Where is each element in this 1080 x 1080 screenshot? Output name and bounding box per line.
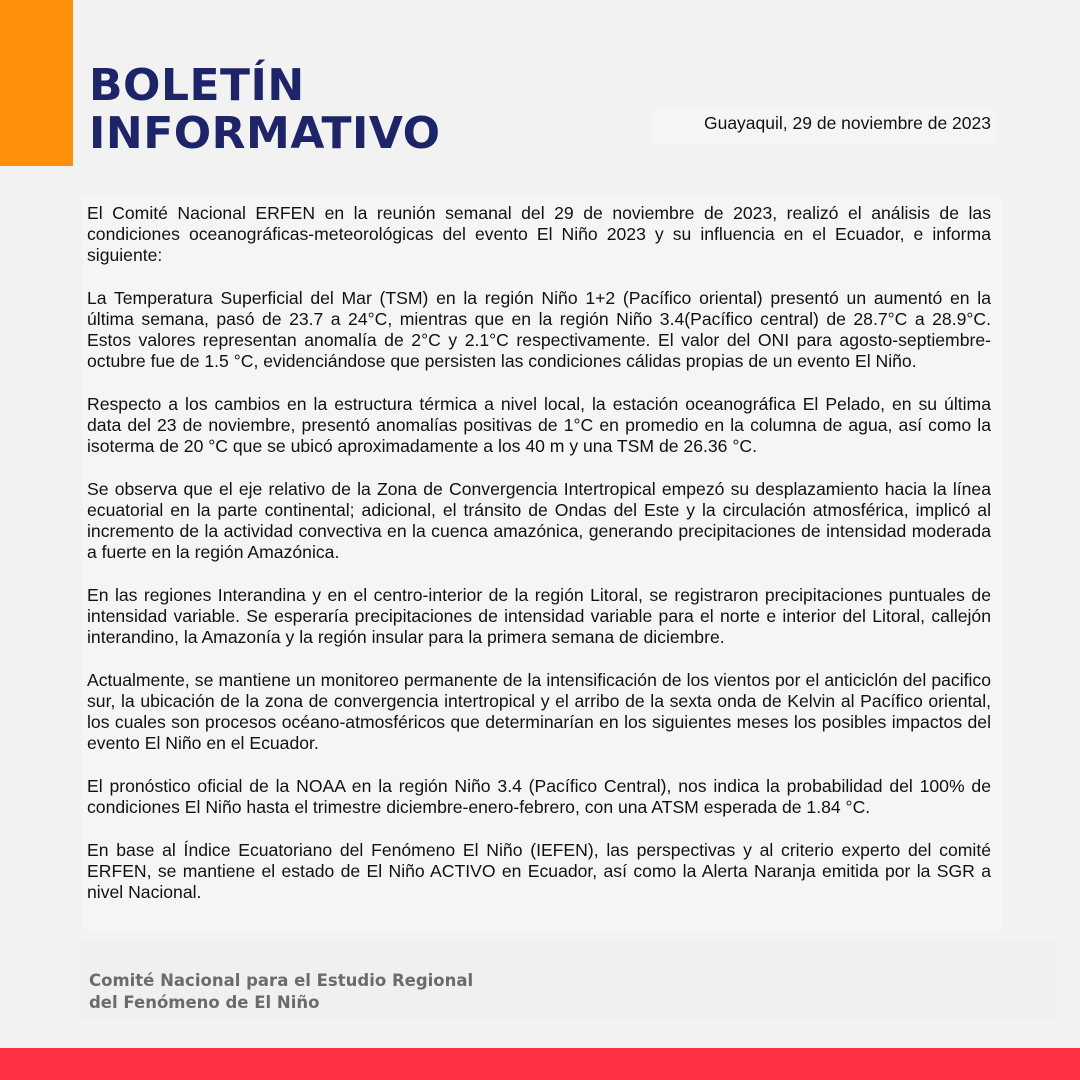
paragraph-status: En base al Índice Ecuatoriano del Fenómeno El Niño (IEFEN), las perspectivas y al criterio experto del comité ERFEN, se mantiene el estado de El Niño ACTIVO en Ecuador, así como la Alerta Naranja emitida por la SGR a nivel Nacional.: [87, 840, 991, 902]
organization-name-line1: Comité Nacional para el Estudio Regional: [89, 971, 474, 990]
paragraph-intro: El Comité Nacional ERFEN en la reunión semanal del 29 de noviembre de 2023, realizó el análisis de las condiciones oceanográficas-meteorológicas del evento El Niño 2023 y su influencia en el Ecuador, e informa siguiente:: [87, 203, 991, 265]
bulletin-title: [89, 62, 441, 158]
paragraph-precipitation: En las regiones Interandina y en el centro-interior de la región Litoral, se registraron precipitaciones puntuales de intensidad variable. Se esperaría precipitaciones de intensidad variable para el norte e interior del Litoral, callejón interandino, la Amazonía y la región insular para la primera semana de diciembre.: [87, 585, 991, 647]
paragraph-sea-temperature: La Temperatura Superficial del Mar (TSM) en la región Niño 1+2 (Pacífico oriental) presentó un aumentó en la última semana, pasó de 23.7 a 24°C, mientras que en la región Niño 3.4(Pacífico central) de 28.7°C a 28.9°C. Estos valores representan anomalía de 2°C y 2.1°C respectivamente. El valor del ONI para agosto-septiembre-octubre fue de 1.5 °C, evidenciándose que persisten las condiciones cálidas propias de un evento El Niño.: [87, 288, 991, 371]
paragraph-monitoring: Actualmente, se mantiene un monitoreo permanente de la intensificación de los vientos por el anticiclón del pacifico sur, la ubicación de la zona de convergencia intertropical y el arribo de la sexta onda de Kelvin al Pacífico oriental, los cuales son procesos océano-atmosféricos que determinarían en los siguientes meses los posibles impactos del evento El Niño en el Ecuador.: [87, 670, 991, 753]
bulletin-body: [87, 203, 991, 925]
bulletin-title-line2: INFORMATIVO: [89, 108, 441, 159]
orange-accent-block: [0, 0, 73, 166]
paragraph-convergence-zone: Se observa que el eje relativo de la Zona de Convergencia Intertropical empezó su desplazamiento hacia la línea ecuatorial en la parte continental; adicional, el tránsito de Ondas del Este y la circulación atmosférica, implicó al incremento de la actividad convectiva en la cuenca amazónica, generando precipitaciones de intensidad moderada a fuerte en la región Amazónica.: [87, 479, 991, 562]
paragraph-noaa-forecast: El pronóstico oficial de la NOAA en la región Niño 3.4 (Pacífico Central), nos indica la probabilidad del 100% de condiciones El Niño hasta el trimestre diciembre-enero-febrero, con una ATSM esperada de 1.84 °C.: [87, 776, 991, 817]
organization-name: [89, 970, 473, 1014]
bottom-red-bar: [0, 1048, 1080, 1080]
organization-name-line2: del Fenómeno de El Niño: [89, 993, 320, 1012]
bulletin-title-line1: BOLETÍN: [89, 60, 305, 111]
bulletin-date: Guayaquil, 29 de noviembre de 2023: [703, 113, 991, 133]
paragraph-thermal-structure: Respecto a los cambios en la estructura térmica a nivel local, la estación oceanográfica El Pelado, en su última data del 23 de noviembre, presentó anomalías positivas de 1°C en promedio en la columna de agua, así como la isoterma de 20 °C que se ubicó aproximadamente a los 40 m y una TSM de 26.36 °C.: [87, 394, 991, 456]
